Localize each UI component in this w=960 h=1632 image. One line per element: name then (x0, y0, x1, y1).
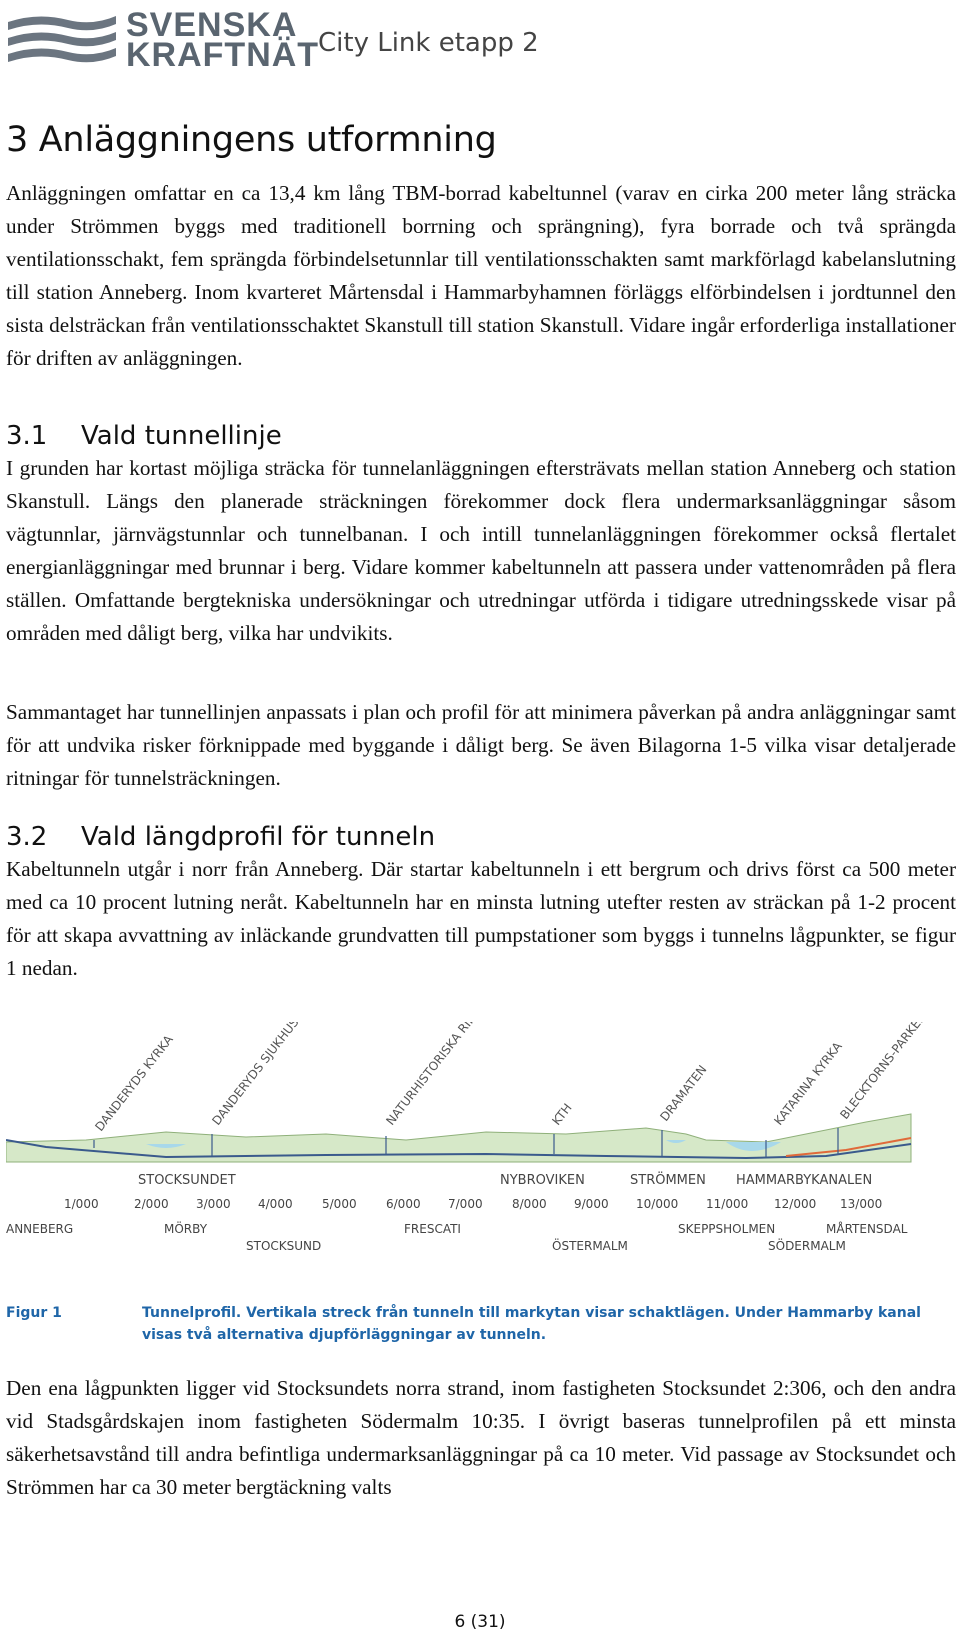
water-label: NYBROVIKEN (500, 1173, 585, 1188)
tunnel-profile-figure (6, 1022, 956, 1292)
subsection-3-2-paragraph-1: Kabeltunneln utgår i norr från Anneberg. Där startar kabeltunneln i ett bergrum och drivs först ca 500 meter med ca 10 procent lutning neråt. Kabeltunneln har en minsta lutning utefter resten av sträckan på 1-2 procent för att skapa avvattning av inläckande grundvatten till pumpstationer som byggs i tunnelns lågpunkter, se figur 1 nedan. (6, 857, 956, 980)
place-label: ÖSTERMALM (552, 1239, 628, 1253)
water-label: STRÖMMEN (630, 1173, 706, 1188)
chainage-label: 1/000 (64, 1197, 99, 1211)
water-label: STOCKSUNDET (138, 1173, 236, 1188)
chainage-label: 2/000 (134, 1197, 169, 1211)
top-label: KATARINA KYRKA (771, 1039, 845, 1128)
water-label: HAMMARBYKANALEN (736, 1173, 873, 1188)
logo-line-1: SVENSKA (126, 6, 298, 44)
chainage-label: 6/000 (386, 1197, 421, 1211)
caption-text: Tunnelprofil. Vertikala streck från tunneln till markytan visar schaktlägen. Under Hammarby kanal visas två alternativa djupförläggningar av tunneln. (142, 1305, 921, 1343)
logo-line-2: KRAFTNÄT (126, 36, 320, 74)
subsection-title: Vald tunnellinje (81, 421, 282, 451)
chainage-label: 9/000 (574, 1197, 609, 1211)
top-label: BLECKTORNS-PARKEN (837, 1022, 930, 1122)
intro-paragraph: Anläggningen omfattar en ca 13,4 km lång TBM-borrad kabeltunnel (varav en cirka 200 meter lång sträcka under Strömmen byggs med traditionell borrning och sprängning), fyra borrade och två sprängda ventilationsschakt, fem sprängda förbindelsetunnlar till ventilationsschakten samt markförlagd kabelanslutning till station Anneberg. Inom kvarteret Mårtensdal i Hammarbyhamnen förläggs elförbindelsen i jordtunnel den sista delsträckan från ventilationsschaktet Skanstull till station Skanstull. Vidare ingår erforderliga installationer för driften av anläggningen. (6, 181, 956, 370)
caption-label: Figur 1 (6, 1305, 62, 1321)
top-label: DRAMATEN (657, 1062, 710, 1124)
place-label: SÖDERMALM (768, 1239, 846, 1253)
chainage-label: 4/000 (258, 1197, 293, 1211)
chainage-label: 3/000 (196, 1197, 231, 1211)
chainage-label: 7/000 (448, 1197, 483, 1211)
place-label: MÖRBY (164, 1222, 208, 1236)
top-label: KTH (549, 1100, 575, 1128)
place-label: ANNEBERG (6, 1222, 74, 1236)
chainage-label: 8/000 (512, 1197, 547, 1211)
logo-mark-icon (8, 4, 118, 74)
place-label: SKEPPSHOLMEN (678, 1222, 776, 1236)
place-label: FRESCATI (404, 1222, 461, 1236)
subsection-3-1-paragraph-2: Sammantaget har tunnellinjen anpassats i plan och profil för att minimera påverkan på andra anläggningar samt för att undvika risker förknippade med byggande i dåligt berg. Se även Bilagorna 1-5 vilka visar detaljerade ritningar för tunnelsträckningen. (6, 700, 956, 790)
page-header (0, 0, 960, 78)
chainage-label: 5/000 (322, 1197, 357, 1211)
place-label: MÅRTENSDAL (826, 1222, 908, 1236)
top-label: DANDERYDS KYRKA (92, 1032, 176, 1134)
svenska-kraftnat-logo (8, 4, 320, 74)
logo-wordmark (126, 6, 320, 74)
top-label: DANDERYDS SJUKHUS (209, 1022, 302, 1128)
subsection-3-1-paragraph-1: I grunden har kortast möjliga sträcka för tunnelanläggningen eftersträvats mellan station Anneberg och station Skanstull. Längs den planerade sträckningen förekommer dock flera undermarksanläggningar såsom vägtunnlar, järnvägstunnlar och tunnelbanan. I och intill tunnelanläggningen förekommer också flertalet energianläggningar med brunnar i berg. Vidare kommer kabeltunneln att passera under vattenområden på flera ställen. Omfattande bergtekniska undersökningar och utredningar utförda i tidigare utredningsskede visar på områden med dåligt berg, vilka har undvikits. (6, 456, 956, 645)
subsection-number: 3.2 (6, 822, 48, 852)
subsection-3-2-heading (6, 822, 435, 852)
chainage-label: 12/000 (774, 1197, 817, 1211)
chainage-label: 13/000 (840, 1197, 883, 1211)
subsection-title: Vald längdprofil för tunneln (81, 822, 436, 852)
document-title: City Link etapp 2 (318, 28, 539, 58)
place-label: STOCKSUND (246, 1239, 322, 1253)
subsection-3-1-heading (6, 421, 282, 451)
body-paragraph-after-figure: Den ena lågpunkten ligger vid Stocksundets norra strand, inom fastigheten Stocksundet 2:306, och den andra vid Stadsgårdskajen inom fastigheten Södermalm 10:35. I övrigt baseras tunnelprofilen på ett minsta säkerhetsavstånd till andra befintliga undermarksanläggningar på ca 10 meter. Vid passage av Stocksundet och Strömmen har ca 30 meter bergtäckning valts (6, 1376, 956, 1499)
page-number: 6 (31) (454, 1612, 506, 1632)
top-label: NATURHISTORISKA RIKSMUSEET (383, 1022, 514, 1128)
chainage-label: 11/000 (706, 1197, 749, 1211)
subsection-number: 3.1 (6, 421, 48, 451)
chainage-label: 10/000 (636, 1197, 679, 1211)
section-heading: 3 Anläggningens utformning (6, 120, 497, 160)
